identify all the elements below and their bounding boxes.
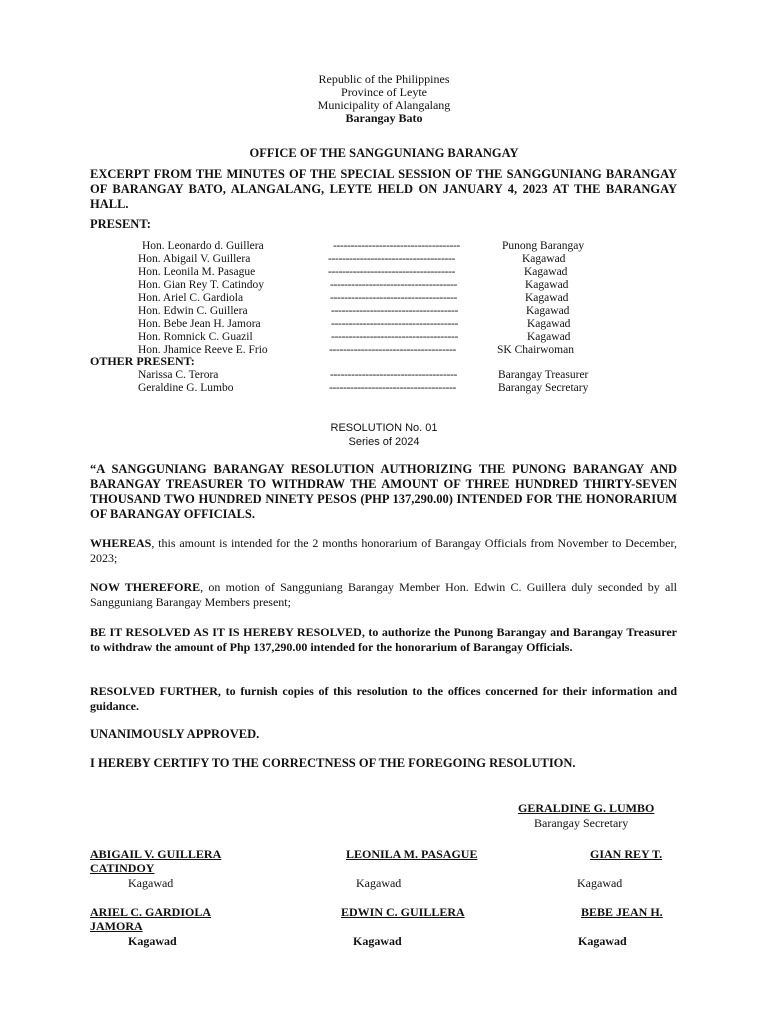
- member-dash: ------------------------------------: [333, 240, 461, 252]
- present-row: [0, 253, 768, 266]
- present-row: [0, 240, 768, 253]
- signatory-name: ARIEL C. GARDIOLA: [90, 905, 212, 919]
- signatory-title: Kagawad: [356, 876, 402, 890]
- member-position: Kagawad: [525, 279, 569, 291]
- member-dash: ------------------------------------: [330, 279, 458, 291]
- now-therefore-text: , on motion of Sangguniang Barangay Member Hon. Edwin C. Guillera duly seconded by all Sangguniang Barangay Members present;: [90, 580, 677, 609]
- present-row: [0, 266, 768, 279]
- member-position: Punong Barangay: [502, 240, 585, 252]
- header-province: Province of Leyte: [341, 85, 427, 99]
- signatory-title: Kagawad: [128, 934, 177, 948]
- member-position: Kagawad: [527, 331, 571, 343]
- whereas-clause: [90, 536, 677, 566]
- member-position: Barangay Treasurer: [498, 369, 589, 381]
- secretary-name: GERALDINE G. LUMBO: [518, 801, 655, 815]
- member-dash: ------------------------------------: [328, 266, 456, 278]
- member-position: Kagawad: [527, 318, 571, 330]
- secretary-title: Barangay Secretary: [534, 816, 629, 830]
- member-position: Barangay Secretary: [498, 382, 589, 394]
- other-present-label: OTHER PRESENT:: [90, 354, 195, 368]
- member-name: Hon. Leonila M. Pasague: [138, 266, 256, 278]
- member-position: Kagawad: [522, 253, 566, 265]
- be-it-resolved: BE IT RESOLVED AS IT IS HEREBY RESOLVED, to authorize the Punong Barangay and Barangay Treasurer to withdraw the amount of Php 137,290.00 intended for the honorarium of Barangay Officials.: [90, 625, 677, 654]
- member-name: Narissa C. Terora: [138, 369, 219, 381]
- present-label: PRESENT:: [90, 217, 151, 231]
- member-position: SK Chairwoman: [497, 344, 574, 356]
- resolved-further-text: to furnish copies of this resolution to the offices concerned for their information and guidance.: [90, 684, 677, 713]
- member-position: Kagawad: [526, 305, 570, 317]
- signatory-name: GIAN REY T.: [590, 847, 663, 861]
- member-name: Hon. Bebe Jean H. Jamora: [138, 318, 261, 330]
- present-row: [0, 331, 768, 344]
- member-name: Hon. Ariel C. Gardiola: [138, 292, 244, 304]
- signatory-name: BEBE JEAN H.: [581, 905, 663, 919]
- signatory-title: Kagawad: [578, 934, 627, 948]
- signatory-name-cont: JAMORA: [90, 919, 143, 933]
- header-republic: Republic of the Philippines: [318, 72, 450, 86]
- resolved-further-clause: [90, 684, 677, 714]
- member-name: Hon. Jhamice Reeve E. Frio: [138, 344, 268, 356]
- signatory-name: ABIGAIL V. GUILLERA: [90, 847, 222, 861]
- header-municipality: Municipality of Alangalang: [317, 98, 451, 112]
- member-dash: ------------------------------------: [331, 318, 459, 330]
- member-name: Hon. Edwin C. Guillera: [138, 305, 248, 317]
- member-name: Hon. Leonardo d. Guillera: [142, 240, 264, 252]
- office-title: OFFICE OF THE SANGGUNIANG BARANGAY: [249, 146, 519, 160]
- now-therefore-clause: [90, 580, 677, 610]
- whereas-text: , this amount is intended for the 2 months honorarium of Barangay Officials from November to December, 2023;: [90, 536, 677, 565]
- signatory-title: Kagawad: [128, 876, 174, 890]
- member-dash: ------------------------------------: [329, 382, 457, 394]
- member-dash: ------------------------------------: [331, 331, 459, 343]
- member-dash: ------------------------------------: [330, 292, 458, 304]
- certify-statement: I HEREBY CERTIFY TO THE CORRECTNESS OF THE FOREGOING RESOLUTION.: [90, 756, 576, 770]
- signatory-title: Kagawad: [353, 934, 402, 948]
- signatory-name: EDWIN C. GUILLERA: [341, 905, 465, 919]
- present-row: [0, 318, 768, 331]
- member-position: Kagawad: [525, 292, 569, 304]
- resolution-number: RESOLUTION No. 01: [330, 422, 438, 434]
- member-dash: ------------------------------------: [330, 369, 458, 381]
- whereas-lead: WHEREAS: [90, 536, 152, 550]
- now-therefore-lead: NOW THEREFORE: [90, 580, 201, 594]
- member-dash: ------------------------------------: [329, 344, 457, 356]
- member-name: Hon. Romnick C. Guazil: [138, 331, 253, 343]
- present-row: [0, 305, 768, 318]
- signatory-title: Kagawad: [577, 876, 623, 890]
- member-dash: ------------------------------------: [331, 305, 459, 317]
- resolved-further-lead: RESOLVED FURTHER,: [90, 684, 221, 698]
- resolution-title: “A SANGGUNIANG BARANGAY RESOLUTION AUTHORIZING THE PUNONG BARANGAY AND BARANGAY TREASURER TO WITHDRAW THE AMOUNT OF THREE HUNDRED THIRTY-SEVEN THOUSAND TWO HUNDRED NINETY PESOS (PHP 137,290.00) INTENDED FOR THE HONORARIUM OF BARANGAY OFFICIALS.: [90, 462, 677, 521]
- member-name: Hon. Gian Rey T. Catindoy: [138, 279, 265, 291]
- present-row: [0, 292, 768, 305]
- resolution-series: Series of 2024: [348, 436, 420, 448]
- header-barangay: Barangay Bato: [345, 111, 423, 125]
- signatory-name: LEONILA M. PASAGUE: [346, 847, 478, 861]
- member-dash: ------------------------------------: [328, 253, 456, 265]
- present-row: [0, 279, 768, 292]
- other-present-row: [0, 382, 768, 395]
- member-name: Geraldine G. Lumbo: [138, 382, 234, 394]
- member-name: Hon. Abigail V. Guillera: [138, 253, 251, 265]
- member-position: Kagawad: [524, 266, 568, 278]
- excerpt-heading: EXCERPT FROM THE MINUTES OF THE SPECIAL SESSION OF THE SANGGUNIANG BARANGAY OF BARANGAY BATO, ALANGALANG, LEYTE HELD ON JANUARY 4, 2023 AT THE BARANGAY HALL.: [90, 167, 677, 211]
- signatory-name-cont: CATINDOY: [90, 861, 155, 875]
- unanimously-approved: UNANIMOUSLY APPROVED.: [90, 727, 260, 741]
- other-present-row: [0, 369, 768, 382]
